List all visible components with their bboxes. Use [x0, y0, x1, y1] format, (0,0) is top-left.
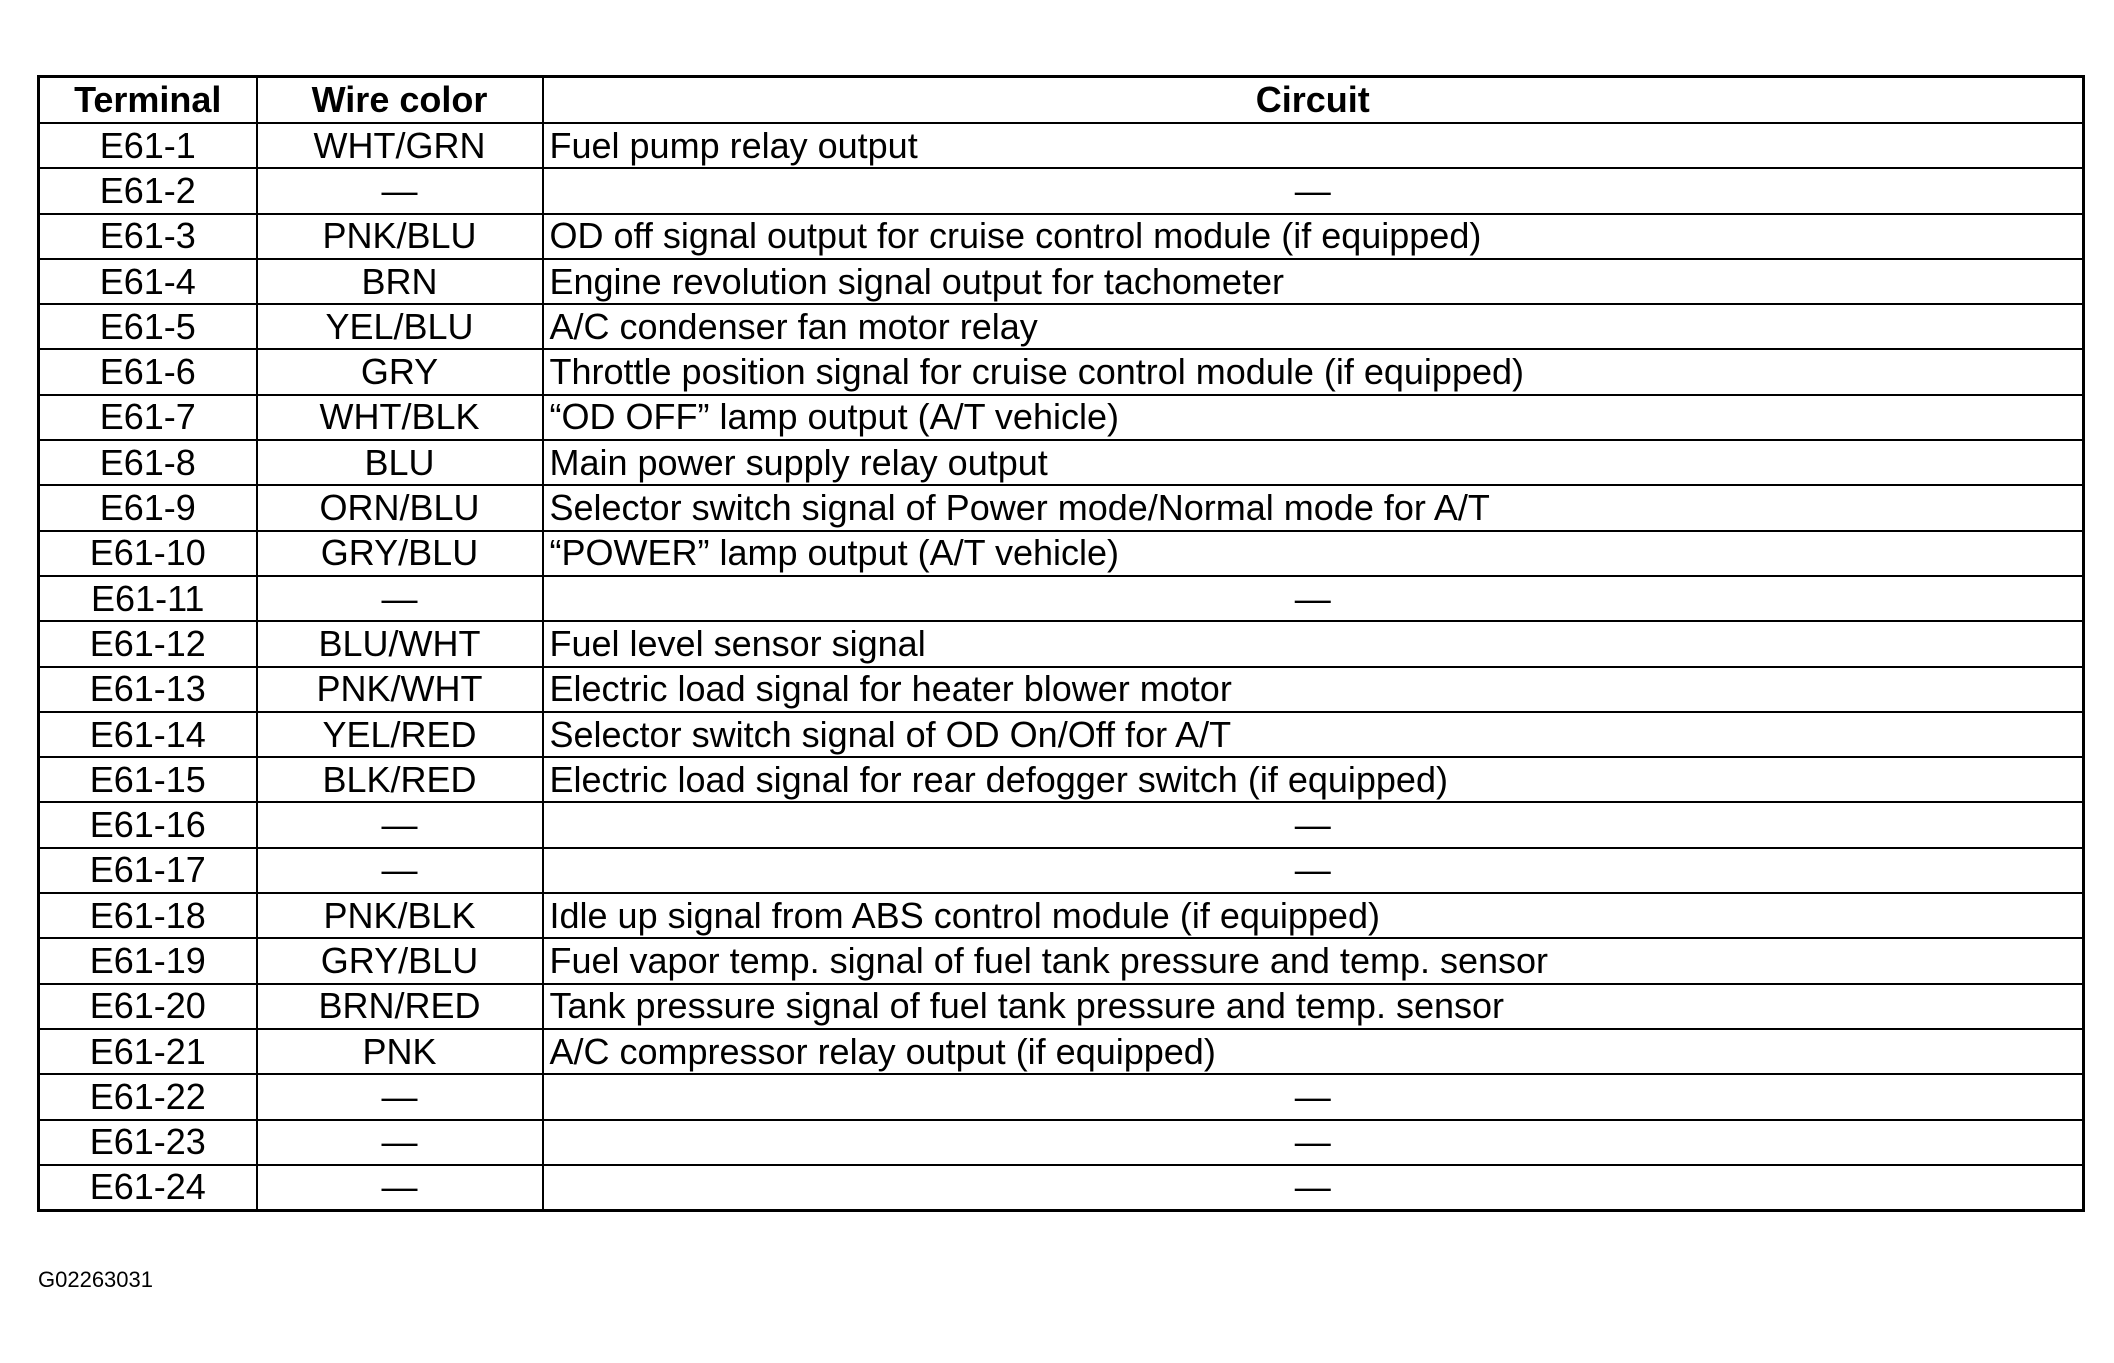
circuit-cell: Tank pressure signal of fuel tank pressure and temp. sensor	[543, 984, 2084, 1029]
terminal-cell: E61-23	[39, 1120, 257, 1165]
wire-color-cell: PNK/WHT	[257, 667, 543, 712]
wire-color-cell: YEL/RED	[257, 712, 543, 757]
table-body	[39, 123, 2084, 1211]
table-row	[39, 440, 2084, 485]
circuit-cell: —	[543, 168, 2084, 213]
wire-color-cell: BLU	[257, 440, 543, 485]
header-terminal: Terminal	[39, 77, 257, 124]
wire-color-cell: PNK	[257, 1029, 543, 1074]
table-row	[39, 123, 2084, 168]
table-row	[39, 621, 2084, 666]
wire-color-cell: GRY	[257, 349, 543, 394]
terminal-cell: E61-24	[39, 1165, 257, 1211]
header-circuit: Circuit	[543, 77, 2084, 124]
terminal-cell: E61-20	[39, 984, 257, 1029]
circuit-cell: A/C compressor relay output (if equipped)	[543, 1029, 2084, 1074]
circuit-cell: Electric load signal for rear defogger switch (if equipped)	[543, 757, 2084, 802]
table-row	[39, 576, 2084, 621]
terminal-cell: E61-15	[39, 757, 257, 802]
wire-color-cell: ORN/BLU	[257, 485, 543, 530]
terminal-cell: E61-19	[39, 938, 257, 983]
table-row	[39, 168, 2084, 213]
table-row	[39, 938, 2084, 983]
circuit-cell: —	[543, 1074, 2084, 1119]
table-row	[39, 349, 2084, 394]
terminal-cell: E61-16	[39, 802, 257, 847]
terminal-table-container	[37, 75, 2085, 1212]
table-row	[39, 395, 2084, 440]
terminal-cell: E61-2	[39, 168, 257, 213]
terminal-cell: E61-10	[39, 531, 257, 576]
terminal-cell: E61-11	[39, 576, 257, 621]
terminal-cell: E61-1	[39, 123, 257, 168]
table-row	[39, 848, 2084, 893]
terminal-cell: E61-9	[39, 485, 257, 530]
circuit-cell: Throttle position signal for cruise control module (if equipped)	[543, 349, 2084, 394]
circuit-cell: A/C condenser fan motor relay	[543, 304, 2084, 349]
terminal-cell: E61-5	[39, 304, 257, 349]
wire-color-cell: PNK/BLU	[257, 214, 543, 259]
wire-color-cell: —	[257, 1120, 543, 1165]
terminal-cell: E61-12	[39, 621, 257, 666]
table-row	[39, 712, 2084, 757]
figure-id: G02263031	[38, 1267, 153, 1292]
circuit-cell: OD off signal output for cruise control module (if equipped)	[543, 214, 2084, 259]
circuit-cell: Idle up signal from ABS control module (if equipped)	[543, 893, 2084, 938]
circuit-cell: Fuel level sensor signal	[543, 621, 2084, 666]
wire-color-cell: —	[257, 802, 543, 847]
terminal-cell: E61-8	[39, 440, 257, 485]
table-row	[39, 1165, 2084, 1211]
circuit-cell: —	[543, 802, 2084, 847]
circuit-cell: “POWER” lamp output (A/T vehicle)	[543, 531, 2084, 576]
table-row	[39, 893, 2084, 938]
circuit-cell: —	[543, 848, 2084, 893]
circuit-cell: Selector switch signal of OD On/Off for A/T	[543, 712, 2084, 757]
table-row	[39, 984, 2084, 1029]
circuit-cell: —	[543, 1165, 2084, 1211]
table-row	[39, 1074, 2084, 1119]
terminal-cell: E61-14	[39, 712, 257, 757]
circuit-cell: —	[543, 576, 2084, 621]
terminal-cell: E61-22	[39, 1074, 257, 1119]
wire-color-cell: PNK/BLK	[257, 893, 543, 938]
table-row	[39, 1029, 2084, 1074]
circuit-cell: Engine revolution signal output for tachometer	[543, 259, 2084, 304]
terminal-cell: E61-4	[39, 259, 257, 304]
wire-color-cell: GRY/BLU	[257, 938, 543, 983]
table-row	[39, 214, 2084, 259]
terminal-cell: E61-17	[39, 848, 257, 893]
circuit-cell: Main power supply relay output	[543, 440, 2084, 485]
table-row	[39, 1120, 2084, 1165]
table-row	[39, 667, 2084, 712]
circuit-cell: Fuel pump relay output	[543, 123, 2084, 168]
circuit-cell: Fuel vapor temp. signal of fuel tank pressure and temp. sensor	[543, 938, 2084, 983]
table-row	[39, 531, 2084, 576]
wire-color-cell: —	[257, 1165, 543, 1211]
terminal-cell: E61-6	[39, 349, 257, 394]
terminal-wiring-table	[37, 75, 2085, 1212]
wire-color-cell: —	[257, 1074, 543, 1119]
wire-color-cell: BRN	[257, 259, 543, 304]
table-row	[39, 485, 2084, 530]
table-row	[39, 259, 2084, 304]
circuit-cell: Selector switch signal of Power mode/Normal mode for A/T	[543, 485, 2084, 530]
terminal-cell: E61-3	[39, 214, 257, 259]
wire-color-cell: BLU/WHT	[257, 621, 543, 666]
table-row	[39, 757, 2084, 802]
wire-color-cell: BLK/RED	[257, 757, 543, 802]
header-wire-color: Wire color	[257, 77, 543, 124]
circuit-cell: —	[543, 1120, 2084, 1165]
wire-color-cell: WHT/BLK	[257, 395, 543, 440]
circuit-cell: Electric load signal for heater blower motor	[543, 667, 2084, 712]
terminal-cell: E61-13	[39, 667, 257, 712]
terminal-cell: E61-18	[39, 893, 257, 938]
table-header-row	[39, 77, 2084, 124]
wire-color-cell: BRN/RED	[257, 984, 543, 1029]
terminal-cell: E61-7	[39, 395, 257, 440]
wire-color-cell: —	[257, 576, 543, 621]
wire-color-cell: —	[257, 848, 543, 893]
wire-color-cell: —	[257, 168, 543, 213]
wire-color-cell: WHT/GRN	[257, 123, 543, 168]
wire-color-cell: YEL/BLU	[257, 304, 543, 349]
wire-color-cell: GRY/BLU	[257, 531, 543, 576]
circuit-cell: “OD OFF” lamp output (A/T vehicle)	[543, 395, 2084, 440]
table-row	[39, 802, 2084, 847]
table-row	[39, 304, 2084, 349]
terminal-cell: E61-21	[39, 1029, 257, 1074]
